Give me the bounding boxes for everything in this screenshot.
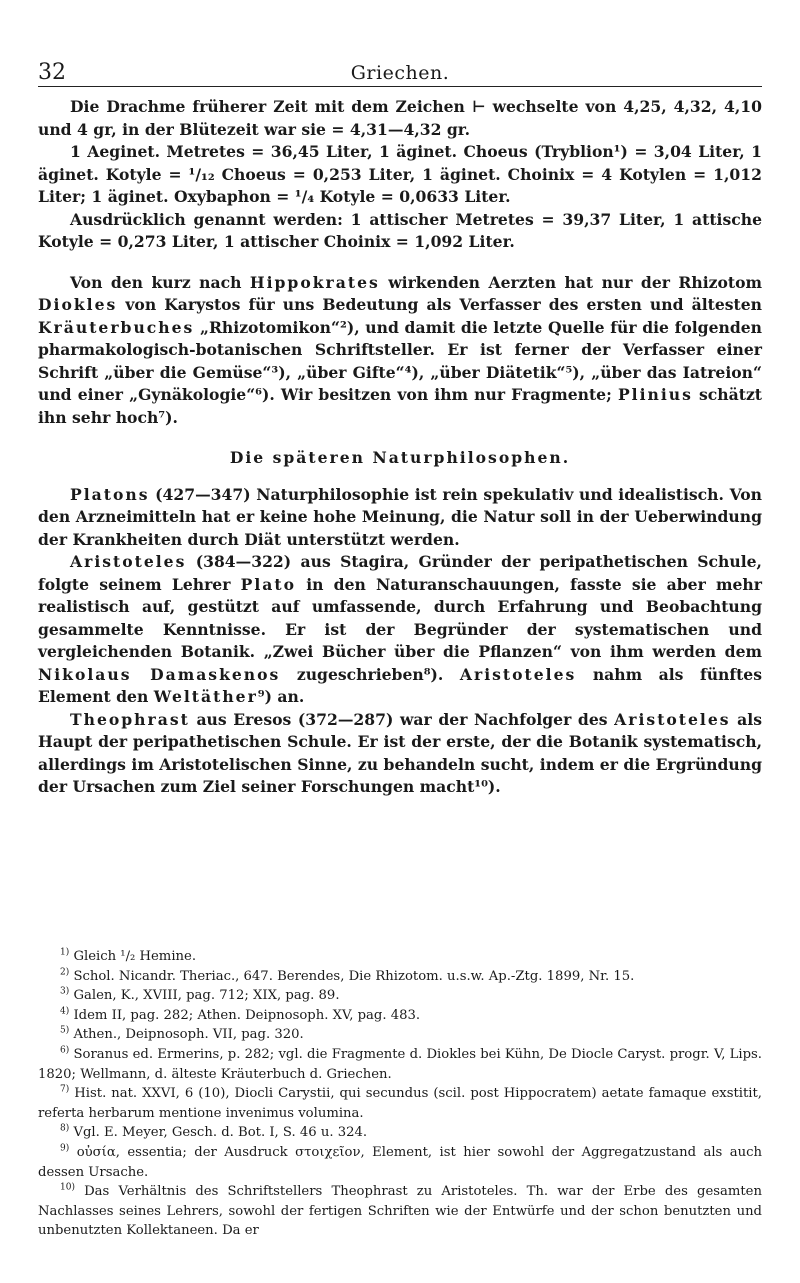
- text-run: aus Eresos (372—287) war der Nachfolger des: [189, 709, 615, 729]
- emphasized-term: Weltäther: [153, 687, 258, 706]
- section-heading: Die späteren Naturphilosophen.: [229, 448, 571, 467]
- footnote: [38, 986, 762, 1006]
- footnote-text: οὐσία, essentia; der Ausdruck στοιχεῖον, Element, ist hier sowohl der Aggregatzustand als auch dessen Ursache.: [38, 1144, 762, 1180]
- text-run: nahm als fünftes Element den: [38, 664, 762, 706]
- footnote-number: 6): [60, 1045, 70, 1056]
- footnote-number: 4): [60, 1006, 70, 1017]
- paragraph-aeginet-measures: 1 Aeginet. Metretes = 36,45 Liter, 1 äginet. Choeus (Tryblion¹) = 3,04 Liter, 1 äginet. Kotyle = ¹/₁₂ Choeus = 0,253 Liter, 1 äginet. Choinix = 4 Kotylen = 1,012 Liter; 1 äginet. Oxybaphon = ¹/₄ Kotyle = 0,0633 Liter.: [38, 142, 762, 206]
- footnote-text: Athen., Deipnosoph. VII, pag. 320.: [73, 1027, 304, 1043]
- emphasized-term: Kräuterbuches: [38, 317, 195, 337]
- footnote-number: 2): [60, 967, 70, 978]
- text-run: schätzt ihn sehr hoch⁷).: [38, 385, 762, 427]
- person-name: Aristoteles: [459, 664, 577, 684]
- text-run: (384—322) aus Stagira, Gründer der peripathetischen Schule, folgte seinem Lehrer: [38, 552, 762, 594]
- footnote: [38, 1084, 762, 1123]
- paragraph-drachme: Die Drachme früherer Zeit mit dem Zeichen ⊢ wechselte von 4,25, 4,32, 4,10 und 4 gr, in der Blütezeit war sie = 4,31—4,32 gr.: [38, 97, 762, 139]
- footnote-text: Soranus ed. Ermerins, p. 282; vgl. die Fragmente d. Diokles bei Kühn, De Diocle Caryst. progr. V, Lips. 1820; Wellmann, d. älteste Kräuterbuch d. Griechen.: [38, 1046, 762, 1082]
- footnote-text: Galen, K., XVIII, pag. 712; XIX, pag. 89.: [73, 988, 340, 1004]
- main-text: [38, 96, 762, 799]
- text-run: ⁹) an.: [257, 687, 305, 706]
- footnote-text: Schol. Nicandr. Theriac., 647. Berendes, Die Rhizotom. u.s.w. Ap.-Ztg. 1899, Nr. 15.: [73, 968, 635, 984]
- person-name: Theophrast: [70, 709, 190, 729]
- footnote-number: 5): [60, 1025, 70, 1036]
- text-run: „Rhizotomikon“²), und damit die letzte Quelle für die folgenden pharmakologisch-botanischen Schriftsteller. Er ist ferner der Verfasser einer Schrift „über die Gemüse“³), „über Gifte“⁴), „über Diätetik“⁵), „über das Iatreion“ und einer „Gynäkologie“⁶). Wir besitzen von ihm nur Fragmente;: [38, 317, 762, 404]
- person-name: Aristoteles: [614, 709, 731, 729]
- person-name: Aristoteles: [70, 552, 187, 571]
- text-run: Von den kurz nach: [70, 272, 250, 292]
- footnote: [38, 947, 762, 967]
- footnote-number: 9): [60, 1143, 70, 1154]
- person-name: Platons: [70, 484, 150, 504]
- footnote-text: Das Verhältnis des Schriftstellers Theophrast zu Aristoteles. Th. war der Erbe des gesamten Nachlasses seines Lehrers, sowohl der fertigen Schriften wie der Entwürfe und der schon benutzten und unbenutzten Kollektaneen. Da er: [38, 1184, 762, 1239]
- footnote-text: Hist. nat. XXVI, 6 (10), Diocli Carystii, qui secundus (scil. post Hippocratem) aetate famaque exstitit, referta herbarum mentione invenimus volumina.: [38, 1086, 763, 1121]
- footnote-text: Vgl. E. Meyer, Gesch. d. Bot. I, S. 46 u. 324.: [73, 1125, 368, 1141]
- running-head: Griechen.: [350, 62, 450, 84]
- person-name: Plato: [240, 574, 296, 594]
- footnote-number: 10): [60, 1182, 75, 1193]
- footnote: [38, 1006, 762, 1026]
- paragraph-aristoteles: [38, 551, 762, 709]
- footnote: [38, 1045, 762, 1084]
- paragraph-theophrast: [38, 709, 762, 799]
- text-run: in den Naturanschauungen, fasste sie aber mehr realistisch auf, gestützt auf umfassende, durch Erfahrung und Beobachtung gesammelte Kenntnisse. Er ist der Begründer der systematischen und vergleichenden Botanik. „Zwei Bücher über die Pflanzen“ von ihm werden dem: [38, 574, 762, 661]
- text-run: wirkenden Aerzten hat nur der Rhizotom: [379, 272, 762, 292]
- page-number: 32: [38, 60, 66, 85]
- footnote: [38, 1123, 762, 1143]
- text-run: zugeschrieben⁸).: [280, 664, 460, 684]
- footnote: [38, 1182, 762, 1241]
- person-name: Nikolaus Damaskenos: [38, 664, 281, 684]
- footnote: [38, 1143, 762, 1182]
- footnote-text: Idem II, pag. 282; Athen. Deipnosoph. XV, pag. 483.: [73, 1007, 421, 1023]
- paragraph-attic-measures: Ausdrücklich genannt werden: 1 attischer Metretes = 39,37 Liter, 1 attische Kotyle = 0,273 Liter, 1 attischer Choinix = 1,092 Liter.: [38, 209, 762, 251]
- footnote-number: 8): [60, 1123, 70, 1134]
- person-name: Diokles: [38, 295, 118, 314]
- text-run: von Karystos für uns Bedeutung als Verfasser des ersten und ältesten: [117, 295, 762, 314]
- footnote-number: 1): [60, 947, 70, 958]
- footnote: [38, 967, 762, 987]
- person-name: Hippokrates: [249, 272, 380, 292]
- footnote-number: 3): [60, 986, 70, 997]
- footnote: [38, 1025, 762, 1045]
- footnotes: [38, 947, 762, 1241]
- footnote-text: Gleich ¹/₂ Hemine.: [73, 949, 197, 964]
- text-run: als Haupt der peripathetischen Schule. Er ist der erste, der die Botanik systematisch, allerdings im Aristotelischen Sinne, zu behandeln sucht, indem er die Ergründung der Ursachen zum Ziel seiner Forschungen macht¹⁰).: [38, 709, 762, 796]
- paragraph-diokles: [38, 272, 762, 430]
- person-name: Plinius: [617, 385, 693, 404]
- page-header: [38, 56, 762, 87]
- footnote-number: 7): [60, 1084, 70, 1095]
- paragraph-platon: [38, 484, 762, 552]
- text-run: (427—347) Naturphilosophie ist rein spekulativ und idealistisch. Von den Arzneimitteln hat er keine hohe Meinung, die Natur soll in der Ueberwindung der Krankheiten durch Diät unterstützt werden.: [38, 484, 762, 549]
